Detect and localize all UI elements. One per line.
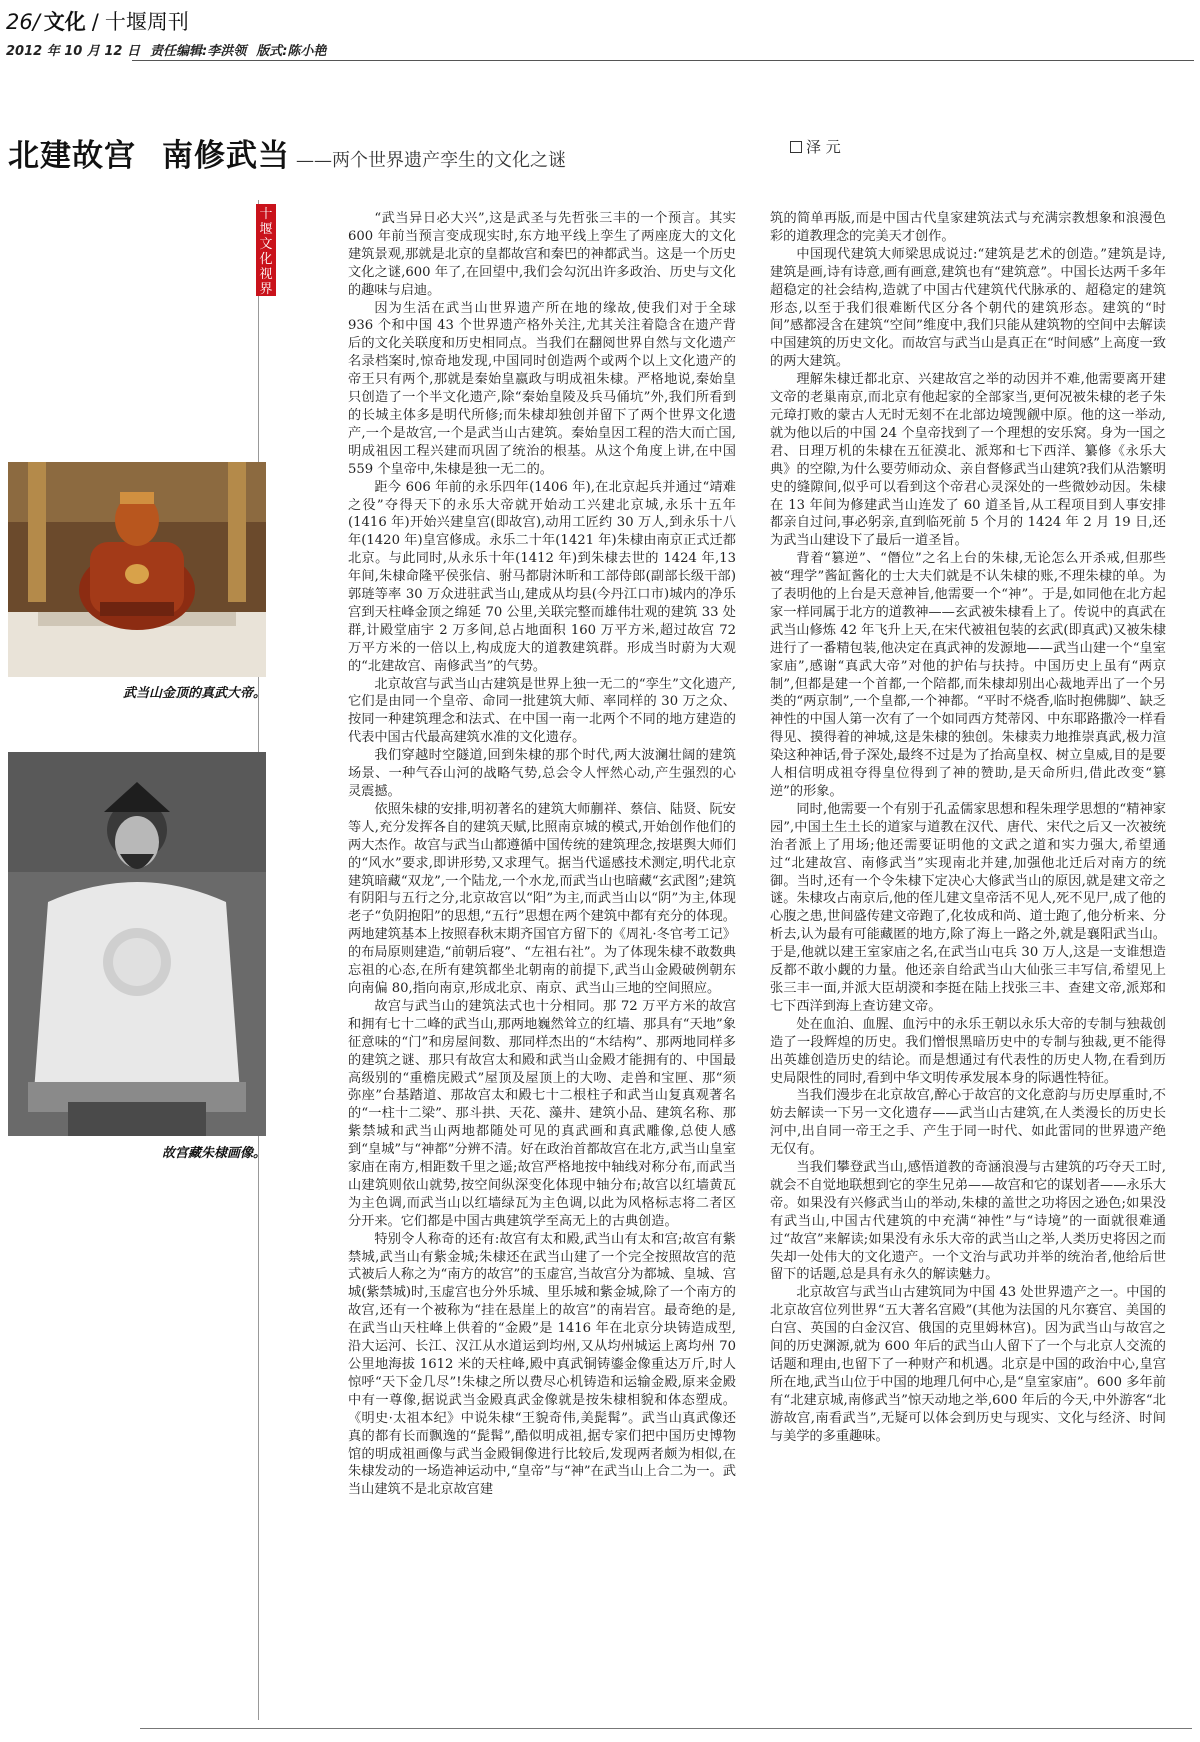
- page-header: [6, 6, 1194, 59]
- paragraph: “武当异日必大兴”,这是武圣与先哲张三丰的一个预言。其实 600 年前当预言变成现实时,东方地平线上孪生了两座庞大的文化建筑景观,那就是北京的皇都故宫和秦巴的神都武当。这是一个历史文化之谜,600 年了,在回望中,我们会勾沉出许多政治、历史与文化的趣味与启迪。: [348, 211, 736, 298]
- paragraph: 北京故宫与武当山古建筑同为中国 43 处世界遗产之一。中国的北京故宫位列世界“五大著名宫殿”(其他为法国的凡尔赛宫、美国的白宫、英国的白金汉宫、俄国的克里姆林宫)。因为武当山与故宫之间的历史渊源,就为 600 年后的武当山人留下了一个与北京人交流的话题和理由,也留下了一种财产和机遇。北京是中国的政治中心,皇宫所在地,武当山位于中国的地理几何中心,是“皇室家庙”。600 多年前有“北建京城,南修武当”惊天动地之举,600 年后的今天,中外游客“北游故宫,南看武当”,无疑可以体会到历史与现实、文化与经济、时间与美学的多重趣味。: [770, 1285, 1166, 1444]
- paragraph: 当我们漫步在北京故宫,醉心于故宫的文化意韵与历史厚重时,不妨去解读一下另一文化遗存——武当山古建筑,在人类漫长的历史长河中,出自同一帝王之手、产生于同一时代、如此雷同的世界遗产绝无仅有。: [770, 1088, 1166, 1158]
- column-tag: 十堰文化视界: [256, 204, 276, 296]
- photo-zhudi-portrait: [8, 752, 266, 1136]
- paragraph: 同时,他需要一个有别于孔孟儒家思想和程朱理学思想的“精神家园”,中国土生土长的道家与道教在汉代、唐代、宋代之后又一次被统治者派上了用场;他还需要证明他的文武之道和实力强大,希望通过“北建故宫、南修武当”实现南北并建,加强他北迁后对南方的统御。当时,还有一个令朱棣下定决心大修武当山的原因,就是建文帝之谜。朱棣攻占南京后,他的侄儿建文皇帝活不见人,死不见尸,成了他的心腹之患,世间盛传建文帝跑了,化妆成和尚、道士跑了,他分析来、分析去,认为最有可能藏匿的地方,除了海上一路之外,就是襄阳武当山。于是,他就以建王室家庙之名,在武当山屯兵 30 万人,这是一支谁想造反都不敢小觑的力量。他还亲自给武当山大仙张三丰写信,希望见上张三丰一面,并派大臣胡濙和李挺在陆上找张三丰、查建文帝,派郑和七下西洋到海上查访建文帝。: [770, 801, 1166, 1014]
- layout-credit: 版式:陈小艳: [256, 44, 327, 59]
- paper-name: 十堰周刊: [104, 10, 189, 34]
- article-column-2: [770, 210, 1166, 1446]
- section-name: 文化: [43, 10, 86, 34]
- article-title: 北建故宫 南修武当: [8, 138, 290, 174]
- editor-credit: 责任编辑:李洪领: [150, 44, 247, 59]
- paragraph: 当我们攀登武当山,感悟道教的奇涵浪漫与古建筑的巧夺天工时,就会不自觉地联想到它的孪生兄弟——故宫和它的谋划者——永乐大帝。如果没有兴修武当山的举动,朱棣的盖世之功将因之逊色;如果没有武当山,中国古代建筑的中充满“神性”与“诗境”的一面就很难通过“故宫”来解读;如果没有永乐大帝的武当山之举,人类历史将因之而失却一处伟大的文化遗产。一个文治与武功并举的统治者,他给后世留下的话题,总是具有永久的解读魅力。: [770, 1160, 1166, 1283]
- box-icon: [790, 141, 802, 153]
- paragraph: 北京故宫与武当山古建筑是世界上独一无二的“孪生”文化遗产,它们是由同一个皇帝、命同一批建筑大师、率同样的 30 万之众、按同一种建筑理念和法式、在中国一南一北两个不同的地方建造的代表中国古代最高建筑水准的文化遗存。: [348, 676, 736, 746]
- portrait-illustration: [8, 752, 266, 1136]
- paragraph: 依照朱棣的安排,明初著名的建筑大师蒯祥、蔡信、陆贤、阮安等人,充分发挥各自的建筑天赋,比照南京城的模式,开始创作他们的两大杰作。故宫与武当山都遵循中国传统的建筑理念,按堪舆大师们的“风水”要求,即讲形势,又求理气。据当代遥感技术测定,明代北京建筑暗藏“双龙”,一个陆龙,一个水龙,而武当山也暗藏“玄武图”;建筑有阴阳与五行之分,北京故宫以“阳”为主,而武当山以“阴”为主,体现老子“负阴抱阳”的思想,“五行”思想在两个建筑中都有充分的体现。两地建筑基本上按照春秋末期齐国官方留下的《周礼·冬官考工记》的布局原则建造,“前朝后寝”、“左祖右社”。为了体现朱棣不敢数典忘祖的心态,在所有建筑都坐北朝南的前提下,武当山金殿破例朝东向南偏 80,指向南京,形成北京、南京、武当山三地的空间照应。: [348, 801, 736, 996]
- photo-zhenwu-statue: [8, 462, 266, 677]
- masthead: 26/ 文化 / 十堰周刊: [6, 10, 189, 34]
- footer-rule: [140, 1728, 1192, 1729]
- paragraph: 因为生活在武当山世界遗产所在地的缘故,使我们对于全球 936 个和中国 43 个世界遗产格外关注,尤其关注着隐含在遗产背后的文化关联度和历史相同点。当我们在翻阅世界自然与文化遗产名录档案时,惊奇地发现,中国同时创造两个或两个以上文化遗产的帝王只有两个,那就是秦始皇嬴政与明成祖朱棣。严格地说,秦始皇只创造了一个半文化遗产,除“秦始皇陵及兵马俑坑”外,我们所看到的长城主体多是明代所修;而朱棣却独创并留下了两个世界文化遗产,一个是故宫,一个是武当山古建筑。秦始皇因工程的浩大而亡国,明成祖因工程兴建而巩固了统治的根基。从这个角度上讲,在中国 559 个皇帝中,朱棣是独一无二的。: [348, 300, 736, 477]
- paragraph: 背着“篡逆”、“僭位”之名上台的朱棣,无论怎么开杀戒,但那些被“理学”酱缸酱化的士大夫们就是不认朱棣的账,不理朱棣的单。为了表明他的上台是天意神旨,他需要一个“神”。于是,如同他在北方起家一样同属于北方的道教神——玄武被朱棣看上了。传说中的真武在武当山修炼 42 年飞升上天,在宋代被祖包装的玄武(即真武)又被朱棣进行了一番精包装,他决定在真武神的发源地——武当山建一个“皇室家庙”,感谢“真武大帝”对他的护佑与扶持。中国历史上虽有“两京制”,但都是建一个首都,一个陪都,而朱棣却别出心裁地弄出了一个另类的“两京制”,一个皇都,一个神都。“平时不烧香,临时抱佛脚”、缺乏神性的中国人第一次有了一个如同西方梵蒂冈、中东耶路撒冷一样看得见、摸得着的神城,这是朱棣的独创。朱棣卖力地推崇真武,极力渲染这种神话,骨子深处,最终不过是为了抬高皇权、树立皇威,目的是要人相信明成祖夺得皇位得到了神的赞助,是天命所归,借此改变“篡逆”的形象。: [770, 551, 1166, 799]
- paragraph: 处在血泊、血腥、血污中的永乐王朝以永乐大帝的专制与独裁创造了一段辉煌的历史。我们憎恨黑暗历史中的专制与独裁,更不能得出英雄创造历史的结论。而是想通过有代表性的历史人物,在看到历史局限性的同时,看到中华文明传承发展本身的际遇性特征。: [770, 1016, 1166, 1086]
- paragraph: 故宫与武当山的建筑法式也十分相同。那 72 万平方米的故宫和拥有七十二峰的武当山,那两地巍然耸立的红墙、那具有“天地”象征意味的“门”和房屋间数、那同样杰出的“木结构”、那两地同样多的建筑之谜、那只有故宫太和殿和武当山金殿才能拥有的、中国最高级别的“重檐庑殿式”屋顶及屋顶上的大吻、走兽和宝匣、那“须弥座”台基踏道、那故宫太和殿七十二根柱子和武当山复真观著名的“一柱十二梁”、那斗拱、天花、藻井、建筑小品、建筑名称、那紫禁城和武当山两地都随处可见的真武画和真武雕像,总使人感到“皇城”与“神都”分辨不清。好在政治首都故宫在北方,武当山皇室家庙在南方,相距数千里之遥;故宫严格地按中轴线对称分布,而武当山建筑则依山就势,按空间纵深变化体现中轴分布;故宫以红墙黄瓦为主色调,而武当山以红墙绿瓦为主色调,以此为风格标志将二者区分开来。它们都是中国古典建筑学至高无上的古典创造。: [348, 998, 736, 1229]
- paragraph: 距今 606 年前的永乐四年(1406 年),在北京起兵并通过“靖难之役”夺得天下的永乐大帝就开始动工兴建北京城,永乐十五年(1416 年)开始兴建皇宫(即故宫),动用工匠约 30 万人,到永乐十八年(1420 年)皇宫修成。永乐二十年(1421 年)朱棣由南京正式迁都北京。与此同时,从永乐十年(1412 年)到朱棣去世的 1424 年,13 年间,朱棣命隆平侯张信、驸马都尉沐昕和工部侍郎(副部长级干部)郭琏等率 30 万众进驻武当山,建成从均县(今丹江口市)城内的净乐宫到天柱峰金顶之绵延 70 公里,关联完整而雄伟壮观的建筑 33 处群,计殿堂庙宇 2 万多间,总占地面积 160 万平方米,超过故宫 72 万平方米的一倍以上,构成庞大的道教建筑群。形成当时蔚为大观的“北建故宫、南修武当”的气势。: [348, 479, 736, 674]
- page-number: 26/: [6, 10, 40, 34]
- article-subtitle: ——两个世界遗产孪生的文化之谜: [296, 150, 566, 171]
- photo-caption-2: 故宫藏朱棣画像。: [161, 1146, 266, 1161]
- paragraph: 中国现代建筑大师梁思成说过:“建筑是艺术的创造。”建筑是诗,建筑是画,诗有诗意,画有画意,建筑也有“建筑意”。中国长达两千多年超稳定的社会结构,造就了中国古代建筑代代脉承的、超稳定的建筑形态,以至于我们很难断代区分各个朝代的建筑形态。建筑的“时间”感都浸含在建筑“空间”维度中,我们只能从建筑物的空间中去解读中国建筑的历史文化。而故宫与武当山是真正在“时间感”上高度一致的两大建筑。: [770, 246, 1166, 370]
- statue-illustration: [8, 462, 266, 677]
- article-title-block: [8, 130, 566, 175]
- article-author: 泽 元: [790, 136, 841, 157]
- photo-caption-1: 武当山金顶的真武大帝。: [122, 686, 266, 701]
- paragraph: 理解朱棣迁都北京、兴建故宫之举的动因并不难,他需要离开建文帝的老巢南京,而北京有他起家的全部家当,更何况被朱棣的老子朱元璋打败的蒙古人无时无刻不在北部边境觊觎中原。他的这一举动,就为他以后的中国 24 个皇帝找到了一个理想的安乐窝。身为一国之君、日理万机的朱棣在五征漠北、派郑和七下西洋、纂修《永乐大典》的空隙,为什么要劳师动众、亲自督修武当山建筑?我们从浩繁明史的缝隙间,似乎可以看到这个帝君心灵深处的一些微妙动因。朱棣在 13 年间为修建武当山连发了 60 道圣旨,从工程项目到人事安排都亲自过问,事必躬亲,直到临死前 5 个月的 1424 年 2 月 19 日,还为武当山建设下了最后一道圣旨。: [770, 372, 1166, 549]
- paragraph: 我们穿越时空隧道,回到朱棣的那个时代,两大波澜壮阔的建筑场景、一种气吞山河的战略气势,总会令人怦然心动,产生强烈的心灵震撼。: [348, 748, 736, 799]
- issue-info: [6, 40, 1194, 59]
- issue-date: 2012 年 10 月 12 日: [6, 44, 140, 59]
- paragraph: 筑的简单再版,而是中国古代皇家建筑法式与充满宗教想象和浪漫色彩的道教理念的完美天才创作。: [770, 211, 1166, 244]
- article-column-1: [348, 210, 736, 1499]
- paragraph: 特别令人称奇的还有:故宫有太和殿,武当山有太和宫;故宫有紫禁城,武当山有紫金城;朱棣还在武当山建了一个完全按照故宫的范式被后人称之为“南方的故宫”的玉虚宫,当故宫分为都城、皇城、宫城(紫禁城)时,玉虚宫也分外乐城、里乐城和紫金城,除了一个南方的故宫,还有一个被称为“挂在悬崖上的故宫”的南岩宫。最奇绝的是,在武当山天柱峰上供着的“金殿”是 1416 年在北京分块铸造成型,沿大运河、长江、汉江从水道运到均州,又从均州城运上离均州 70 公里地海拔 1612 米的天柱峰,殿中真武铜铸鎏金像重达万斤,时人惊呼“天下金几尽”!朱棣之所以费尽心机铸造和运输金殿,原来金殿中有一尊像,据说武当金殿真武金像就是按朱棣相貌和体态塑成。《明史·太祖本纪》中说朱棣“王貌奇伟,美髭髯”。武当山真武像还真的都有长而飘逸的“髭髯”,酷似明成祖,据专家们把中国历史博物馆的明成祖画像与武当金殿铜像进行比较后,发现两者颇为相似,在朱棣发动的一场造神运动中,“皇帝”与“神”在武当山上合二为一。武当山建筑不是北京故宫建: [348, 1231, 736, 1498]
- header-rule: [132, 60, 1194, 61]
